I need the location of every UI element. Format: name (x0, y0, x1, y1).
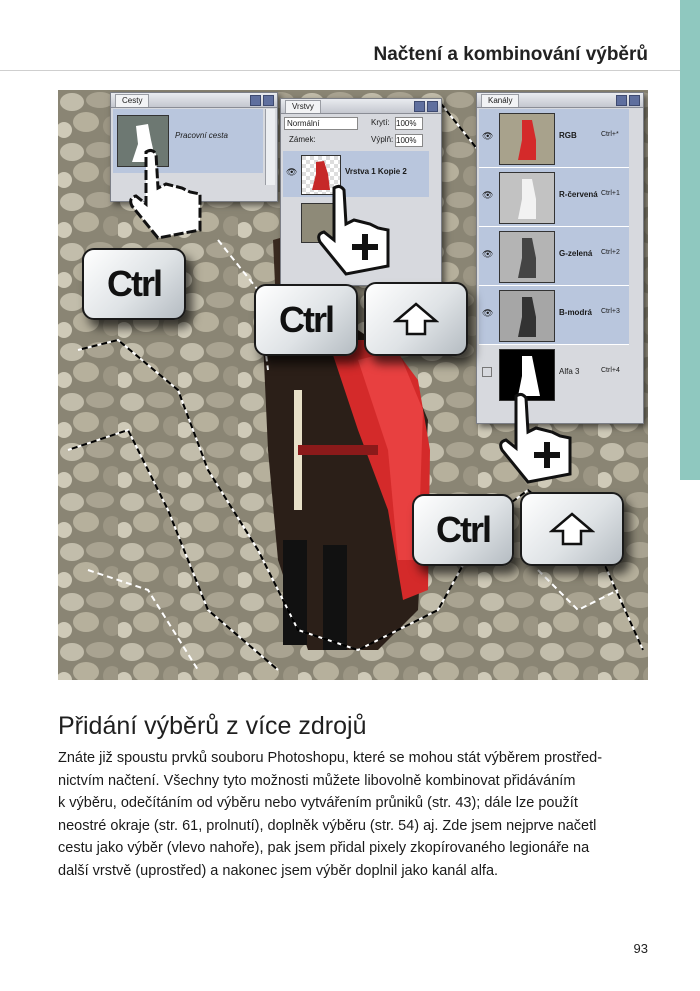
blend-mode-select[interactable]: Normální (284, 117, 358, 130)
minimize-icon[interactable] (616, 95, 627, 106)
channel-name: Alfa 3 (559, 367, 580, 376)
minimize-icon[interactable] (414, 101, 425, 112)
channel-row-green[interactable] (479, 227, 629, 286)
channel-name: B-modrá (559, 308, 592, 317)
channel-thumbnail (499, 231, 555, 283)
minimize-icon[interactable] (250, 95, 261, 106)
panel-scrollbar[interactable] (265, 109, 275, 185)
tab-layers[interactable]: Vrstvy (285, 100, 321, 113)
channel-thumbnail (499, 172, 555, 224)
channel-row-rgb[interactable] (479, 109, 629, 168)
tab-channels[interactable]: Kanály (481, 94, 519, 107)
channel-thumbnail (499, 113, 555, 165)
layer-name: Vrstva 1 Kopie 2 (345, 167, 407, 176)
channel-shortcut: Ctrl+1 (601, 190, 620, 197)
page-number: 93 (633, 941, 648, 956)
body-line: další vrstvě (uprostřed) a nakonec jsem výběr doplnil jako kanál alfa. (58, 862, 499, 879)
chapter-side-tab (680, 0, 700, 480)
body-line: k výběru, odečítáním od výběru nebo vytvářením průniků (str. 43); dále lze použít (58, 795, 578, 811)
hand-pointer-icon (118, 146, 208, 246)
ctrl-key: Ctrl (82, 248, 186, 320)
shift-key (364, 282, 468, 356)
tab-paths[interactable]: Cesty (115, 94, 149, 107)
channel-shortcut: Ctrl+* (601, 131, 619, 138)
eye-icon[interactable]: 👁 (482, 308, 494, 318)
close-icon[interactable] (427, 101, 438, 112)
channels-panel (476, 92, 644, 424)
hand-pointer-icon (488, 390, 588, 490)
eye-icon[interactable]: 👁 (482, 190, 494, 200)
channel-row-red[interactable] (479, 168, 629, 227)
shift-arrow-icon (549, 511, 595, 547)
lock-label: Zámek: (289, 135, 316, 144)
body-paragraph (58, 747, 648, 882)
body-line: Znáte již spoustu prvků souboru Photoshopu, které se mohou stát výběrem prostřed- (58, 750, 603, 766)
opacity-label: Krytí: (371, 118, 390, 127)
eye-icon[interactable]: 👁 (482, 249, 494, 259)
header-rule (0, 70, 680, 71)
section-title: Přidání výběrů z více zdrojů (58, 712, 367, 740)
channel-name: R-červená (559, 190, 598, 199)
path-name: Pracovní cesta (175, 131, 228, 140)
opacity-field[interactable]: 100% (395, 117, 423, 130)
hand-pointer-icon (306, 182, 406, 282)
shift-arrow-icon (393, 301, 439, 337)
fill-label: Výplň: (371, 135, 394, 144)
channel-name: RGB (559, 131, 577, 140)
running-header: Načtení a kombinování výběrů (373, 44, 648, 65)
body-line: cestu jako výběr (vlevo nahoře), pak jsem přidal pixely zkopírovaného legionáře na (58, 840, 590, 856)
shift-key (520, 492, 624, 566)
figure-photo (58, 90, 648, 680)
channel-name: G-zelená (559, 249, 593, 258)
channel-row-blue[interactable] (479, 286, 629, 345)
close-icon[interactable] (263, 95, 274, 106)
paths-panel-titlebar[interactable] (111, 93, 277, 108)
eye-icon[interactable]: 👁 (286, 167, 298, 177)
ctrl-key: Ctrl (254, 284, 358, 356)
channel-shortcut: Ctrl+2 (601, 249, 620, 256)
channel-shortcut: Ctrl+3 (601, 308, 620, 315)
fill-field[interactable]: 100% (395, 134, 423, 147)
eye-icon[interactable]: 👁 (482, 131, 494, 141)
channels-panel-titlebar[interactable] (477, 93, 643, 108)
layers-panel-titlebar[interactable] (281, 99, 441, 114)
body-line: neostré okraje (str. 61, prolnutí), doplněk výběru (str. 54) aj. Zde jsem nejprve načetl (58, 817, 597, 834)
visibility-box[interactable] (482, 367, 492, 377)
close-icon[interactable] (629, 95, 640, 106)
body-line: nictvím načtení. Všechny tyto možnosti můžete libovolně kombinovat přidáváním (58, 772, 576, 789)
channel-shortcut: Ctrl+4 (601, 367, 620, 374)
channel-thumbnail (499, 290, 555, 342)
ctrl-key: Ctrl (412, 494, 514, 566)
